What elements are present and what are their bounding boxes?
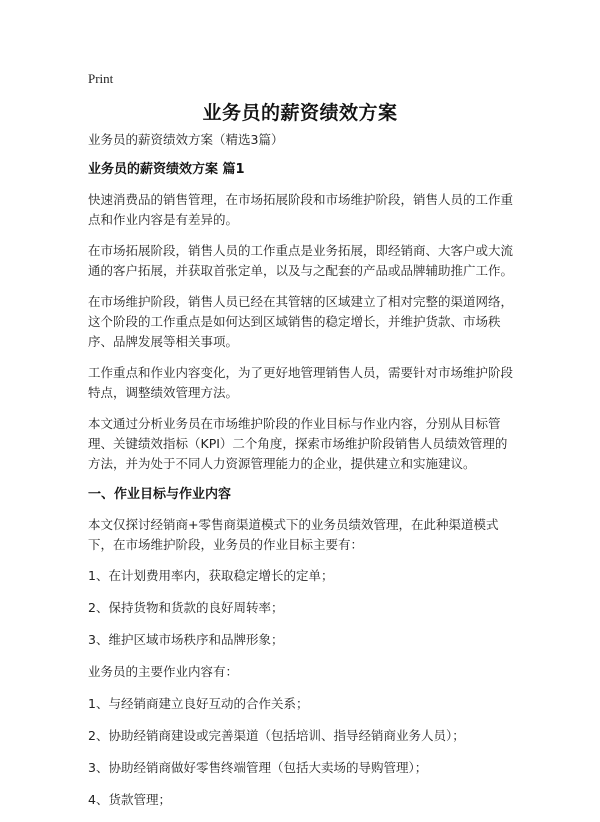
list-item: 2、协助经销商建设或完善渠道（包括培训、指导经销商业务人员）； [88,728,465,743]
list-item: 1、与经销商建立良好互动的合作关系； [88,696,309,711]
paragraph: 在市场拓展阶段，销售人员的工作重点是业务拓展，即经销商、大客户或大流通的客户拓展，并获取首张定单，以及与之配套的产品或品牌辅助推广工作。 [88,243,514,278]
list-item: 1、在计划费用率内，获取稳定增长的定单； [88,568,334,583]
list-item: 4、货款管理； [88,792,171,807]
list-item: 3、协助经销商做好零售终端管理（包括大卖场的导购管理）； [88,760,428,775]
part-heading: 一、作业目标与作业内容 [88,487,232,502]
section-heading: 业务员的薪资绩效方案 篇1 [88,162,245,177]
list-item: 3、维护区域市场秩序和品牌形象； [88,632,284,647]
paragraph: 在市场维护阶段，销售人员已经在其管辖的区域建立了相对完整的渠道网络，这个阶段的工作重点是如何达到区域销售的稳定增长，并维护货款、市场秩序、品牌发展等相关事项。 [88,294,514,349]
paragraph: 本文通过分析业务员在市场维护阶段的作业目标与作业内容，分别从目标管理、关键绩效指标（KPI）二个角度，探索市场维护阶段销售人员绩效管理的方法，并为处于不同人力资源管理能力的企业，提供建立和实施建议。 [88,416,508,471]
tasks-intro: 业务员的主要作业内容有： [88,664,239,679]
paragraph: 快速消费品的销售管理，在市场拓展阶段和市场维护阶段，销售人员的工作重点和作业内容是有差异的。 [88,192,514,227]
paragraph: 工作重点和作业内容变化，为了更好地管理销售人员，需要针对市场维护阶段特点，调整绩效管理方法。 [88,365,514,400]
article-body [88,130,514,822]
article-subtitle: 业务员的薪资绩效方案（精选3篇） [88,132,284,147]
list-item: 2、保持货物和货款的良好周转率； [88,600,284,615]
page-title: 业务员的薪资绩效方案 [202,102,398,124]
paragraph: 本文仅探讨经销商+零售商渠道模式下的业务员绩效管理，在此种渠道模式下，在市场维护阶段，业务员的作业目标主要有： [88,517,499,552]
print-link[interactable]: Print [88,71,114,86]
